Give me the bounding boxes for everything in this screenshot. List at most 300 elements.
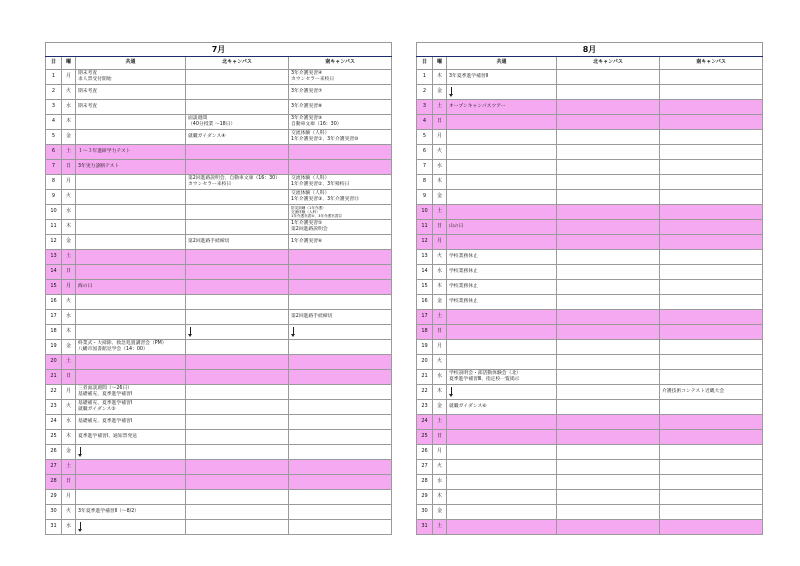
north-campus-events [557, 235, 660, 250]
day-number: 11 [46, 220, 62, 235]
north-campus-events [557, 130, 660, 145]
south-campus-events [289, 460, 392, 475]
south-campus-events [660, 280, 763, 295]
common-events [76, 475, 186, 490]
day-number: 1 [46, 70, 62, 85]
august-calendar [416, 42, 763, 535]
weekday: 水 [62, 205, 76, 220]
north-campus-events [557, 265, 660, 280]
weekday: 月 [433, 340, 447, 355]
day-number: 7 [46, 160, 62, 175]
day-number: 17 [417, 310, 433, 325]
calendar-row [46, 250, 392, 265]
south-campus-events [660, 100, 763, 115]
august-title: 8月 [417, 43, 763, 57]
day-number: 22 [417, 385, 433, 400]
weekday: 木 [62, 430, 76, 445]
day-number: 15 [417, 280, 433, 295]
day-number: 26 [417, 445, 433, 460]
calendar-row [46, 460, 392, 475]
south-campus-events [660, 475, 763, 490]
north-campus-events [557, 370, 660, 385]
south-campus-events [660, 220, 763, 235]
south-campus-events [660, 235, 763, 250]
july-calendar [45, 42, 392, 535]
common-events [76, 520, 186, 535]
day-number: 10 [417, 205, 433, 220]
north-campus-events [186, 370, 289, 385]
day-number: 31 [417, 520, 433, 535]
july-title: 7月 [46, 43, 392, 57]
day-number: 24 [46, 415, 62, 430]
weekday: 火 [62, 400, 76, 415]
day-number: 28 [46, 475, 62, 490]
event-text: 三者面談週間（～26日） [78, 386, 133, 392]
event-text: 学校業務休止 [449, 269, 478, 275]
event-text: 期末考査 [78, 71, 98, 77]
calendar-row [417, 430, 763, 445]
event-text: 第2回進路説明会、自動車文庫（16：30） [188, 176, 281, 182]
calendar-row [46, 190, 392, 205]
calendar-row [46, 385, 392, 400]
header-south: 南キャンパス [660, 57, 763, 70]
common-events [447, 340, 557, 355]
calendar-row [417, 235, 763, 250]
calendar-row [417, 280, 763, 295]
calendar-row [417, 100, 763, 115]
south-campus-events [660, 505, 763, 520]
south-campus-events [289, 505, 392, 520]
calendar-row [46, 70, 392, 85]
common-events [447, 250, 557, 265]
north-campus-events [186, 205, 289, 220]
weekday: 木 [433, 175, 447, 190]
weekday: 水 [62, 310, 76, 325]
weekday: 土 [62, 250, 76, 265]
event-text: 1年介護実習④、3年介護実習⑫ [291, 214, 342, 219]
common-events [447, 475, 557, 490]
weekday: 火 [433, 355, 447, 370]
south-campus-events [660, 325, 763, 340]
south-campus-events [289, 340, 392, 355]
weekday: 土 [62, 355, 76, 370]
weekday: 木 [433, 70, 447, 85]
weekday: 水 [433, 160, 447, 175]
south-campus-events [289, 430, 392, 445]
common-events [447, 400, 557, 415]
weekday: 木 [433, 280, 447, 295]
calendar-row [46, 160, 392, 175]
common-events [76, 325, 186, 340]
weekday: 日 [433, 115, 447, 130]
weekday: 金 [433, 85, 447, 100]
day-number: 2 [46, 85, 62, 100]
weekday: 金 [62, 340, 76, 355]
weekday: 木 [62, 115, 76, 130]
north-campus-events [557, 355, 660, 370]
north-campus-events [557, 295, 660, 310]
weekday: 日 [433, 325, 447, 340]
calendar-row [46, 145, 392, 160]
calendar-row [417, 310, 763, 325]
calendar-row [46, 235, 392, 250]
event-text: 就職ガイダンス④ [188, 134, 226, 140]
common-events [447, 70, 557, 85]
continuation-arrow-icon [78, 522, 82, 533]
continuation-arrow-icon [188, 327, 192, 338]
event-text: 3年介護実習④ [291, 71, 323, 77]
weekday: 月 [433, 235, 447, 250]
weekday: 月 [62, 385, 76, 400]
event-text: 海の日 [78, 284, 93, 290]
south-campus-events [660, 310, 763, 325]
event-text: 基礎補充、夏季進学補習Ⅰ [78, 392, 133, 397]
common-events [76, 250, 186, 265]
common-events [76, 400, 186, 415]
north-campus-events [186, 340, 289, 355]
weekday: 土 [433, 205, 447, 220]
day-number: 13 [417, 250, 433, 265]
north-campus-events [186, 130, 289, 145]
header-north: 北キャンパス [557, 57, 660, 70]
day-number: 18 [417, 325, 433, 340]
north-campus-events [186, 520, 289, 535]
north-campus-events [557, 520, 660, 535]
common-events [447, 490, 557, 505]
day-number: 9 [417, 190, 433, 205]
day-number: 8 [46, 175, 62, 190]
day-number: 11 [417, 220, 433, 235]
weekday: 日 [62, 370, 76, 385]
common-events [76, 310, 186, 325]
day-number: 30 [417, 505, 433, 520]
event-text: 面談週間 [188, 116, 208, 122]
event-text: 求人票受付開始 [78, 77, 112, 82]
continuation-arrow-icon [78, 447, 82, 458]
day-number: 17 [46, 310, 62, 325]
common-events [447, 190, 557, 205]
common-events [76, 100, 186, 115]
weekday: 水 [433, 370, 447, 385]
weekday: 月 [62, 490, 76, 505]
calendar-row [417, 505, 763, 520]
north-campus-events [557, 505, 660, 520]
common-events [447, 280, 557, 295]
north-campus-events [557, 460, 660, 475]
weekday: 火 [433, 250, 447, 265]
day-number: 25 [417, 430, 433, 445]
event-text: 八幡市図書館見学会（14：00） [78, 347, 148, 352]
event-text: 終業式・大掃除、救急処置講習会（PM） [78, 341, 167, 347]
north-campus-events [186, 265, 289, 280]
south-campus-events [660, 460, 763, 475]
south-campus-events [289, 265, 392, 280]
common-events [76, 145, 186, 160]
day-number: 6 [417, 145, 433, 160]
day-number: 27 [46, 460, 62, 475]
calendar-row [46, 475, 392, 490]
weekday: 火 [433, 460, 447, 475]
south-campus-events [289, 445, 392, 460]
north-campus-events [557, 280, 660, 295]
calendar-row [417, 190, 763, 205]
common-events [76, 505, 186, 520]
day-number: 18 [46, 325, 62, 340]
header-day: 日 [46, 57, 62, 70]
north-campus-events [186, 310, 289, 325]
event-text: 3年介護実習⑨ [291, 116, 323, 122]
day-number: 23 [417, 400, 433, 415]
weekday: 金 [433, 400, 447, 415]
day-number: 5 [417, 130, 433, 145]
event-text: 防災訓練（1年介護） [291, 205, 326, 210]
calendar-row [46, 340, 392, 355]
calendar-row [417, 355, 763, 370]
event-text: 交流体験（人科） [291, 176, 330, 182]
north-campus-events [186, 280, 289, 295]
south-campus-events [660, 160, 763, 175]
event-text: （40分授業 ～18日） [188, 122, 236, 127]
weekday: 日 [433, 430, 447, 445]
calendar-row [417, 325, 763, 340]
north-campus-events [186, 295, 289, 310]
common-events [447, 445, 557, 460]
common-events [447, 370, 557, 385]
weekday: 金 [62, 445, 76, 460]
north-campus-events [186, 145, 289, 160]
common-events [76, 430, 186, 445]
event-text: 第2回進路手続締切 [291, 314, 333, 320]
north-campus-events [557, 445, 660, 460]
weekday: 土 [433, 310, 447, 325]
calendar-row [417, 400, 763, 415]
south-campus-events [660, 115, 763, 130]
event-text: 学校業務休止 [449, 284, 478, 290]
weekday: 日 [433, 220, 447, 235]
common-events [76, 415, 186, 430]
common-events [76, 115, 186, 130]
north-campus-events [186, 175, 289, 190]
weekday: 火 [62, 505, 76, 520]
header-weekday: 曜 [433, 57, 447, 70]
day-number: 31 [46, 520, 62, 535]
north-campus-events [186, 415, 289, 430]
south-campus-events [289, 370, 392, 385]
weekday: 木 [62, 325, 76, 340]
event-text: 1年介護実習⑥ [291, 239, 323, 245]
event-text: 自動車文庫（16：30） [291, 122, 342, 127]
north-campus-events [557, 70, 660, 85]
south-campus-events [660, 385, 763, 400]
north-campus-events [186, 460, 289, 475]
south-campus-events [660, 70, 763, 85]
day-number: 27 [417, 460, 433, 475]
event-text: 1年介護実習⑤ [291, 221, 323, 227]
event-text: 夏季進学補習Ⅲ、指定校一覧掲示 [449, 377, 520, 382]
common-events [447, 115, 557, 130]
weekday: 月 [62, 70, 76, 85]
south-campus-events [289, 385, 392, 400]
common-events [76, 205, 186, 220]
south-campus-events [289, 160, 392, 175]
common-events [76, 490, 186, 505]
south-campus-events [660, 370, 763, 385]
north-campus-events [557, 175, 660, 190]
calendar-row [46, 505, 392, 520]
weekday: 月 [433, 130, 447, 145]
weekday: 火 [62, 190, 76, 205]
common-events [76, 160, 186, 175]
calendar-row [417, 85, 763, 100]
event-text: 1年介護実習①、3年介護実習⑩ [291, 137, 359, 142]
south-campus-events [660, 205, 763, 220]
north-campus-events [186, 505, 289, 520]
weekday: 日 [62, 265, 76, 280]
north-campus-events [186, 355, 289, 370]
common-events [447, 415, 557, 430]
weekday: 木 [62, 220, 76, 235]
calendar-row [417, 70, 763, 85]
day-number: 14 [46, 265, 62, 280]
day-number: 5 [46, 130, 62, 145]
common-events [76, 460, 186, 475]
day-number: 21 [417, 370, 433, 385]
north-campus-events [186, 235, 289, 250]
south-campus-events [289, 250, 392, 265]
calendar-row [46, 430, 392, 445]
weekday: 月 [62, 175, 76, 190]
common-events [447, 265, 557, 280]
calendar-row [46, 490, 392, 505]
south-campus-events [289, 85, 392, 100]
event-text: 交流体験（人科） [291, 209, 320, 214]
event-text: 1年介護実習③、3年介護実習⑪ [291, 197, 359, 202]
event-text: 期末考査 [78, 89, 98, 95]
calendar-row [46, 370, 392, 385]
event-text: 介護技術コンテスト近畿大会 [662, 389, 725, 395]
south-campus-events [660, 190, 763, 205]
calendar-row [46, 100, 392, 115]
common-events [76, 355, 186, 370]
weekday: 火 [62, 295, 76, 310]
north-campus-events [557, 190, 660, 205]
south-campus-events [660, 490, 763, 505]
day-number: 30 [46, 505, 62, 520]
south-campus-events [660, 400, 763, 415]
south-campus-events [660, 520, 763, 535]
common-events [447, 100, 557, 115]
header-day: 日 [417, 57, 433, 70]
weekday: 木 [433, 490, 447, 505]
south-campus-events [289, 130, 392, 145]
calendar-row [46, 325, 392, 340]
south-campus-events [289, 280, 392, 295]
common-events [447, 430, 557, 445]
south-campus-events [660, 265, 763, 280]
common-events [76, 445, 186, 460]
weekday: 火 [62, 85, 76, 100]
north-campus-events [557, 115, 660, 130]
north-campus-events [557, 220, 660, 235]
event-text: 期末考査 [78, 104, 98, 110]
event-text: 山の日 [449, 224, 464, 230]
calendar-row [46, 295, 392, 310]
south-campus-events [289, 295, 392, 310]
weekday: 水 [62, 520, 76, 535]
common-events [76, 370, 186, 385]
north-campus-events [557, 325, 660, 340]
calendar-row [417, 205, 763, 220]
day-number: 24 [417, 415, 433, 430]
continuation-arrow-icon [449, 387, 453, 398]
north-campus-events [557, 205, 660, 220]
weekday: 月 [62, 280, 76, 295]
calendar-row [46, 265, 392, 280]
north-campus-events [557, 385, 660, 400]
common-events [447, 205, 557, 220]
south-campus-events [289, 520, 392, 535]
day-number: 6 [46, 145, 62, 160]
calendar-row [46, 415, 392, 430]
event-text: 就職ガイダンス⑥ [449, 404, 487, 410]
calendar-row [417, 295, 763, 310]
day-number: 16 [417, 295, 433, 310]
common-events [76, 190, 186, 205]
common-events [447, 220, 557, 235]
day-number: 1 [417, 70, 433, 85]
event-text: １～３年進研学力テスト [78, 149, 131, 155]
weekday: 金 [62, 235, 76, 250]
event-text: オープンキャンパスツアー [449, 104, 506, 110]
event-text: 学校説明会・部活動体験会（北） [449, 371, 521, 377]
south-campus-events [289, 475, 392, 490]
weekday: 土 [433, 415, 447, 430]
event-text: 1年介護実習②、3年帰校日 [291, 182, 350, 187]
calendar-row [46, 310, 392, 325]
weekday: 土 [433, 520, 447, 535]
day-number: 23 [46, 400, 62, 415]
weekday: 日 [62, 160, 76, 175]
day-number: 9 [46, 190, 62, 205]
calendar-row [46, 400, 392, 415]
south-campus-events [289, 310, 392, 325]
calendar-row [417, 460, 763, 475]
event-text: 第2回進路説明会 [291, 227, 328, 232]
north-campus-events [557, 145, 660, 160]
header-north: 北キャンパス [186, 57, 289, 70]
weekday: 金 [433, 505, 447, 520]
header-common: 共通 [76, 57, 186, 70]
south-campus-events [660, 175, 763, 190]
common-events [447, 235, 557, 250]
continuation-arrow-icon [449, 87, 453, 98]
calendar-row [46, 280, 392, 295]
calendar-row [46, 220, 392, 235]
north-campus-events [557, 85, 660, 100]
north-campus-events [557, 340, 660, 355]
weekday: 水 [433, 265, 447, 280]
north-campus-events [557, 490, 660, 505]
day-number: 19 [417, 340, 433, 355]
north-campus-events [186, 475, 289, 490]
calendar-row [46, 205, 392, 220]
calendar-row [417, 220, 763, 235]
common-events [447, 295, 557, 310]
north-campus-events [557, 310, 660, 325]
calendar-row [417, 175, 763, 190]
common-events [447, 175, 557, 190]
calendar-row [417, 250, 763, 265]
